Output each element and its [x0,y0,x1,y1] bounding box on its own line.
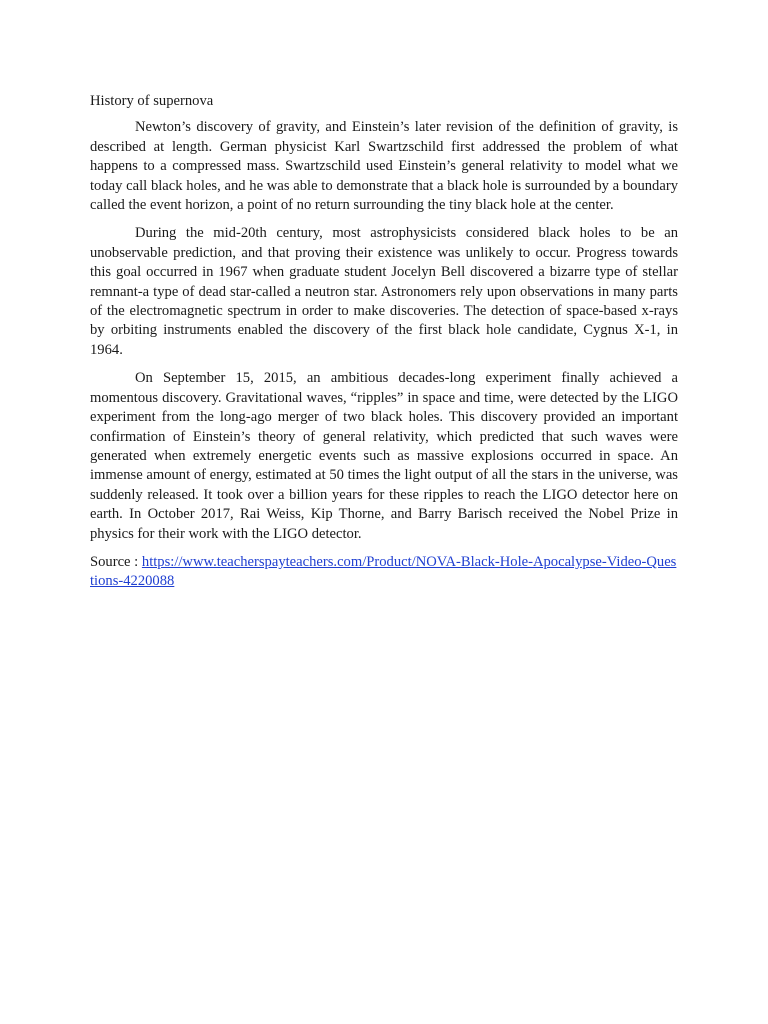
paragraph-ligo-discovery: On September 15, 2015, an ambitious decades-long experiment finally achieved a momentous discovery. Gravitational waves, “ripples” in space and time, were detected by the LIGO experiment from the long-ago merger of two black holes. This discovery provided an important confirmation of Einstein’s theory of general relativity, which predicted that such waves were generated when extremely energetic events such as massive explosions occurred in space. An immense amount of energy, estimated at 50 times the light output of all the stars in the universe, was suddenly released. It took over a billion years for these ripples to reach the LIGO detector here on earth. In October 2017, Rai Weiss, Kip Thorne, and Barry Barisch received the Nobel Prize in physics for their work with the LIGO detector. [90,370,678,542]
source-link[interactable]: https://www.teacherspayteachers.com/Product/NOVA-Black-Hole-Apocalypse-Video-Questions-4220088 [90,553,677,590]
document-title: History of supernova [90,93,214,109]
document-page [90,92,678,592]
paragraph-gravity-history: Newton’s discovery of gravity, and Einstein’s later revision of the definition of gravity, is described at length. German physicist Karl Swartzschild first addressed the problem of what happens to a compressed mass. Swartzschild used Einstein’s general relativity to model what we today call black holes, and he was able to demonstrate that a black hole is surrounded by a boundary called the event horizon, a point of no return surrounding the tiny black hole at the center. [90,119,678,214]
paragraph-mid-20th-century: During the mid-20th century, most astrophysicists considered black holes to be an unobservable prediction, and that proving their existence was unlikely to occur. Progress towards this goal occurred in 1967 when graduate student Jocelyn Bell discovered a bizarre type of stellar remnant-a type of dead star-called a neutron star. Astronomers rely upon observations in many parts of the electromagnetic spectrum in order to make discoveries. The detection of space-based x-rays by orbiting instruments enabled the discovery of the first black hole candidate, Cygnus X-1, in 1964. [90,225,678,358]
source-line [90,553,678,592]
source-label: Source : [90,553,142,570]
